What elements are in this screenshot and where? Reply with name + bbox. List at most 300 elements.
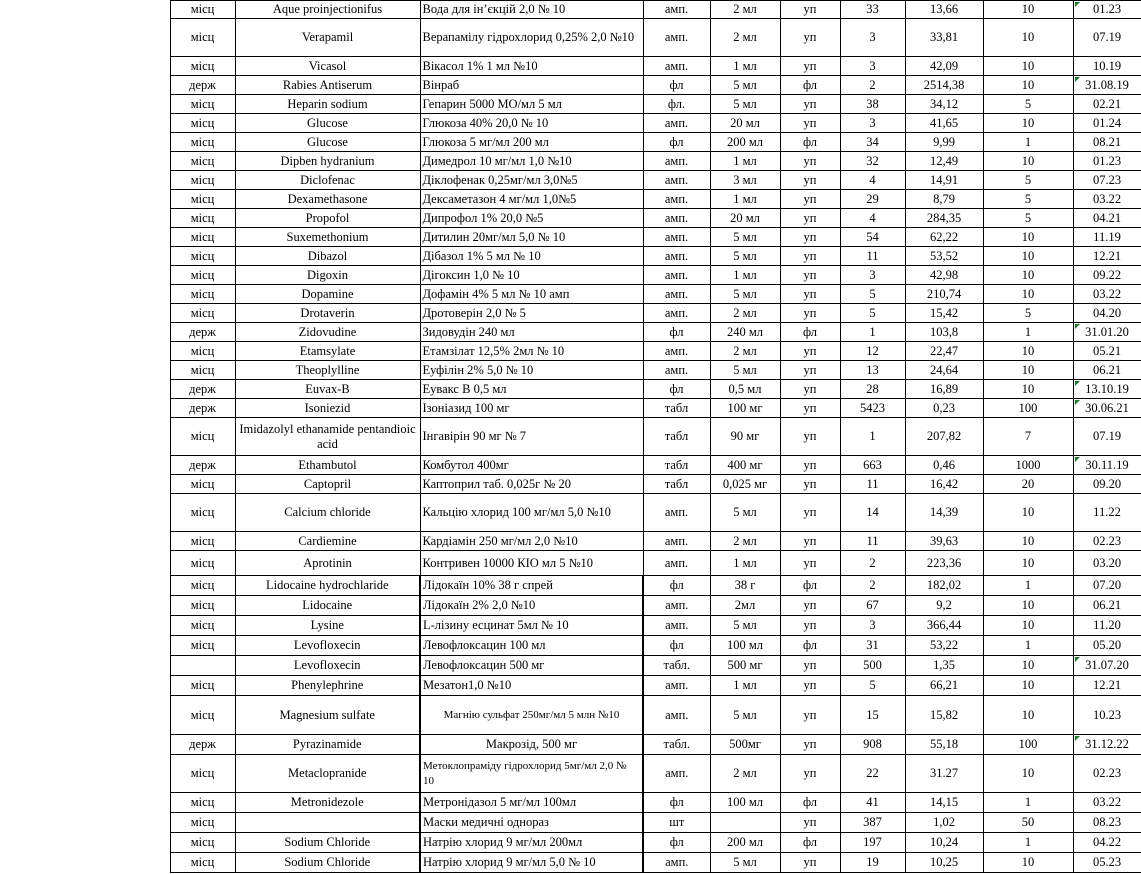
row-margin-cell bbox=[0, 285, 170, 304]
cell-unit bbox=[780, 57, 840, 76]
cell-inn-name-text: Dipben hydranium bbox=[280, 153, 375, 168]
cell-quantity bbox=[840, 833, 905, 853]
cell-trade-name bbox=[420, 735, 643, 755]
table-row bbox=[0, 616, 1141, 636]
cell-form-text: амп. bbox=[664, 58, 689, 73]
cell-pack-count bbox=[983, 209, 1073, 228]
cell-trade-name-text: Маски медичні однораз bbox=[423, 815, 549, 829]
cell-expiry bbox=[1073, 95, 1141, 114]
cell-unit-text: уп bbox=[803, 658, 817, 672]
cell-quantity-text: 5 bbox=[869, 678, 876, 692]
cell-pack-count bbox=[983, 576, 1073, 596]
cell-expiry bbox=[1073, 475, 1141, 494]
cell-expiry-text: 07.23 bbox=[1092, 172, 1122, 187]
cell-quantity bbox=[840, 735, 905, 755]
cell-unit-text: фл bbox=[802, 835, 818, 849]
cell-type-text: держ bbox=[189, 400, 216, 415]
cell-unit bbox=[780, 494, 840, 532]
cell-trade-name-text: Глюкоза 40% 20,0 № 10 bbox=[422, 115, 549, 130]
cell-quantity bbox=[840, 1, 905, 19]
cell-price bbox=[905, 209, 983, 228]
cell-quantity-text: 3 bbox=[869, 115, 876, 130]
cell-expiry bbox=[1073, 57, 1141, 76]
cell-unit bbox=[780, 133, 840, 152]
table-row bbox=[0, 793, 1141, 813]
cell-expiry-text: 02.21 bbox=[1092, 96, 1122, 111]
cell-inn-name bbox=[235, 57, 420, 76]
cell-form-text: фл bbox=[669, 638, 684, 652]
cell-inn-name bbox=[235, 596, 420, 616]
cell-dose bbox=[710, 171, 780, 190]
cell-price-text: 62,22 bbox=[929, 229, 959, 244]
cell-unit bbox=[780, 696, 840, 735]
cell-inn-name-text: Isoniezid bbox=[304, 400, 351, 415]
cell-type-text: держ bbox=[189, 324, 216, 339]
cell-inn-name bbox=[235, 656, 420, 676]
cell-form-text: амп. bbox=[664, 533, 689, 548]
row-margin-cell bbox=[0, 596, 170, 616]
cell-trade-name-text: Каптоприл таб. 0,025г № 20 bbox=[422, 476, 571, 491]
cell-expiry bbox=[1073, 576, 1141, 596]
cell-pack-count-text: 10 bbox=[1021, 30, 1035, 44]
row-margin-cell bbox=[0, 152, 170, 171]
cell-unit bbox=[780, 755, 840, 793]
table-row bbox=[0, 551, 1141, 576]
cell-price-text: 24,64 bbox=[929, 362, 959, 377]
cell-price-text: 33,81 bbox=[929, 30, 959, 44]
cell-dose-text: 500мг bbox=[729, 737, 761, 751]
cell-expiry bbox=[1073, 551, 1141, 576]
row-margin-cell bbox=[0, 361, 170, 380]
cell-type-text: місц bbox=[190, 638, 215, 652]
cell-pack-count-text: 1000 bbox=[1015, 457, 1041, 472]
cell-expiry-text: 03.22 bbox=[1092, 795, 1122, 809]
cell-dose bbox=[710, 114, 780, 133]
cell-pack-count bbox=[983, 323, 1073, 342]
table-row bbox=[0, 380, 1141, 399]
cell-type-text: місц bbox=[190, 835, 215, 849]
cell-type bbox=[170, 636, 235, 656]
cell-dose-text: 2 мл bbox=[733, 2, 757, 16]
cell-trade-name bbox=[420, 676, 643, 696]
cell-unit bbox=[780, 853, 840, 873]
cell-quantity bbox=[840, 95, 905, 114]
cell-form-text: табл bbox=[664, 476, 689, 491]
cell-type-text: місц bbox=[190, 598, 215, 612]
cell-expiry bbox=[1073, 676, 1141, 696]
cell-inn-name-text: Aprotinin bbox=[303, 555, 352, 570]
cell-dose-text: 2 мл bbox=[733, 30, 757, 44]
cell-inn-name-text: Captopril bbox=[303, 476, 352, 491]
cell-inn-name-text: Suxemethonium bbox=[286, 229, 369, 244]
cell-pack-count-text: 100 bbox=[1018, 737, 1038, 751]
cell-expiry bbox=[1073, 171, 1141, 190]
table-row bbox=[0, 853, 1141, 873]
table-row bbox=[0, 285, 1141, 304]
cell-quantity bbox=[840, 656, 905, 676]
cell-inn-name bbox=[235, 380, 420, 399]
cell-quantity bbox=[840, 228, 905, 247]
cell-inn-name bbox=[235, 399, 420, 418]
cell-pack-count-text: 10 bbox=[1021, 343, 1035, 358]
cell-price-text: 15,42 bbox=[929, 305, 959, 320]
table-row bbox=[0, 475, 1141, 494]
cell-trade-name bbox=[420, 532, 643, 551]
cell-type-text: місц bbox=[190, 476, 215, 491]
table-row bbox=[0, 399, 1141, 418]
cell-quantity-text: 3 bbox=[869, 58, 876, 73]
cell-form bbox=[643, 696, 710, 735]
cell-inn-name-text: Calcium chloride bbox=[284, 505, 371, 519]
cell-form bbox=[643, 76, 710, 95]
cell-pack-count bbox=[983, 696, 1073, 735]
cell-pack-count bbox=[983, 475, 1073, 494]
cell-price-text: 53,52 bbox=[929, 248, 959, 263]
cell-unit-text: уп bbox=[803, 30, 817, 44]
cell-quantity bbox=[840, 266, 905, 285]
cell-inn-name bbox=[235, 95, 420, 114]
cell-trade-name bbox=[420, 19, 643, 57]
table-row bbox=[0, 1, 1141, 19]
cell-dose-text: 5 мл bbox=[733, 248, 757, 263]
cell-price-text: 39,63 bbox=[929, 533, 959, 548]
row-margin-cell bbox=[0, 114, 170, 133]
row-margin-cell bbox=[0, 399, 170, 418]
cell-type-text: місц bbox=[190, 855, 215, 869]
cell-unit bbox=[780, 76, 840, 95]
cell-expiry bbox=[1073, 596, 1141, 616]
table-row bbox=[0, 596, 1141, 616]
cell-inn-name bbox=[235, 576, 420, 596]
cell-type-text: місц bbox=[190, 429, 215, 443]
cell-inn-name-text: Sodium Chloride bbox=[284, 835, 371, 849]
cell-pack-count-text: 10 bbox=[1021, 58, 1035, 73]
cell-quantity bbox=[840, 636, 905, 656]
cell-form-text: табл. bbox=[663, 658, 691, 672]
cell-unit bbox=[780, 380, 840, 399]
cell-expiry-text: 05.23 bbox=[1092, 855, 1122, 869]
cell-expiry bbox=[1073, 304, 1141, 323]
cell-trade-name bbox=[420, 57, 643, 76]
cell-trade-name-text: Левофлоксацин 100 мл bbox=[423, 638, 546, 652]
cell-expiry-text: 09.20 bbox=[1092, 476, 1122, 491]
cell-pack-count bbox=[983, 735, 1073, 755]
cell-unit bbox=[780, 266, 840, 285]
cell-pack-count-text: 7 bbox=[1024, 429, 1032, 443]
cell-form bbox=[643, 475, 710, 494]
cell-unit bbox=[780, 323, 840, 342]
cell-inn-name bbox=[235, 456, 420, 475]
cell-inn-name bbox=[235, 76, 420, 95]
cell-quantity bbox=[840, 323, 905, 342]
cell-trade-name bbox=[420, 755, 643, 793]
cell-unit bbox=[780, 833, 840, 853]
cell-quantity-text: 663 bbox=[863, 457, 882, 472]
cell-price bbox=[905, 304, 983, 323]
cell-form-text: амп. bbox=[664, 362, 689, 377]
cell-type-text: місц bbox=[190, 96, 215, 111]
cell-trade-name-text: Еуфілін 2% 5,0 № 10 bbox=[422, 362, 534, 377]
cell-quantity bbox=[840, 456, 905, 475]
table-row bbox=[0, 696, 1141, 735]
cell-price-text: 9,2 bbox=[936, 598, 952, 612]
cell-price bbox=[905, 380, 983, 399]
cell-dose bbox=[710, 676, 780, 696]
cell-expiry bbox=[1073, 636, 1141, 656]
cell-form bbox=[643, 1, 710, 19]
cell-form bbox=[643, 576, 710, 596]
cell-expiry-text: 30.06.21 bbox=[1085, 400, 1129, 415]
cell-unit-text: уп bbox=[803, 815, 817, 829]
cell-inn-name bbox=[235, 171, 420, 190]
cell-form bbox=[643, 285, 710, 304]
cell-form-text: амп. bbox=[664, 153, 689, 168]
cell-quantity-text: 1 bbox=[869, 429, 876, 443]
cell-price bbox=[905, 95, 983, 114]
table-row bbox=[0, 76, 1141, 95]
cell-price-text: 0,46 bbox=[933, 457, 955, 472]
cell-price-text: 9,99 bbox=[933, 134, 955, 149]
cell-trade-name bbox=[420, 853, 643, 873]
cell-inn-name-text: Aque proinjectionifus bbox=[272, 2, 383, 16]
cell-unit-text: уп bbox=[803, 153, 817, 168]
cell-unit bbox=[780, 114, 840, 133]
cell-quantity bbox=[840, 676, 905, 696]
table-row bbox=[0, 304, 1141, 323]
table-row bbox=[0, 266, 1141, 285]
cell-form-text: фл bbox=[669, 578, 684, 592]
cell-pack-count-text: 5 bbox=[1024, 172, 1032, 187]
cell-trade-name-text: Левофлоксацин 500 мг bbox=[423, 658, 545, 672]
cell-dose bbox=[710, 361, 780, 380]
cell-dose-text: 20 мл bbox=[730, 115, 760, 130]
cell-dose bbox=[710, 228, 780, 247]
cell-expiry bbox=[1073, 114, 1141, 133]
cell-type-text: місц bbox=[190, 343, 215, 358]
cell-pack-count-text: 10 bbox=[1021, 381, 1035, 396]
cell-pack-count bbox=[983, 380, 1073, 399]
cell-form bbox=[643, 676, 710, 696]
cell-form bbox=[643, 636, 710, 656]
cell-pack-count-text: 5 bbox=[1024, 210, 1032, 225]
cell-trade-name bbox=[420, 247, 643, 266]
cell-trade-name-text: Діклофенак 0,25мг/мл 3,0№5 bbox=[422, 172, 578, 187]
cell-form-text: амп. bbox=[664, 343, 689, 358]
cell-quantity bbox=[840, 755, 905, 793]
row-margin-cell bbox=[0, 133, 170, 152]
cell-trade-name-text: Дитилин 20мг/мл 5,0 № 10 bbox=[422, 229, 566, 244]
cell-quantity-text: 2 bbox=[869, 578, 876, 592]
cell-dose bbox=[710, 833, 780, 853]
cell-quantity-text: 29 bbox=[866, 191, 879, 206]
cell-inn-name-text: Dexamethasone bbox=[287, 191, 368, 206]
cell-trade-name bbox=[420, 380, 643, 399]
cell-pack-count bbox=[983, 95, 1073, 114]
cell-flag-marker bbox=[1075, 381, 1080, 386]
cell-quantity bbox=[840, 133, 905, 152]
cell-price-text: 31.27 bbox=[929, 766, 959, 780]
cell-form-text: амп. bbox=[664, 267, 689, 282]
cell-dose-text: 1 мл bbox=[733, 153, 757, 168]
cell-type-text: місц bbox=[190, 115, 215, 130]
cell-expiry bbox=[1073, 228, 1141, 247]
cell-quantity bbox=[840, 380, 905, 399]
cell-inn-name-text: Lidocaine hydrochlaride bbox=[265, 578, 389, 592]
cell-price-text: 42,98 bbox=[929, 267, 959, 282]
table-row bbox=[0, 152, 1141, 171]
cell-trade-name-text: Етамзілат 12,5% 2мл № 10 bbox=[422, 343, 565, 358]
cell-pack-count bbox=[983, 399, 1073, 418]
cell-unit bbox=[780, 209, 840, 228]
cell-type bbox=[170, 228, 235, 247]
cell-quantity bbox=[840, 418, 905, 456]
cell-dose bbox=[710, 532, 780, 551]
cell-type bbox=[170, 735, 235, 755]
cell-unit bbox=[780, 95, 840, 114]
cell-pack-count bbox=[983, 57, 1073, 76]
cell-form bbox=[643, 616, 710, 636]
cell-unit bbox=[780, 793, 840, 813]
cell-type bbox=[170, 95, 235, 114]
cell-trade-name-text: Дофамін 4% 5 мл № 10 амп bbox=[422, 286, 570, 301]
cell-quantity bbox=[840, 551, 905, 576]
cell-type bbox=[170, 494, 235, 532]
row-margin-cell bbox=[0, 656, 170, 676]
cell-inn-name-text: Digoxin bbox=[307, 267, 348, 282]
row-margin-cell bbox=[0, 833, 170, 853]
cell-quantity-text: 4 bbox=[869, 172, 876, 187]
cell-dose bbox=[710, 266, 780, 285]
cell-type bbox=[170, 361, 235, 380]
cell-type-text: місц bbox=[190, 707, 215, 722]
cell-expiry-text: 11.20 bbox=[1093, 618, 1121, 632]
row-margin-cell bbox=[0, 342, 170, 361]
cell-type-text: місц bbox=[190, 229, 215, 244]
cell-trade-name bbox=[420, 209, 643, 228]
cell-form bbox=[643, 399, 710, 418]
cell-trade-name bbox=[420, 494, 643, 532]
cell-expiry bbox=[1073, 323, 1141, 342]
cell-pack-count bbox=[983, 853, 1073, 873]
cell-form bbox=[643, 190, 710, 209]
cell-price-text: 13,66 bbox=[929, 2, 959, 16]
cell-unit-text: уп bbox=[803, 555, 817, 570]
cell-expiry-text: 10.19 bbox=[1092, 58, 1122, 73]
cell-form bbox=[643, 57, 710, 76]
cell-flag-marker bbox=[1075, 400, 1080, 405]
cell-inn-name bbox=[235, 152, 420, 171]
cell-dose-text: 20 мл bbox=[730, 210, 760, 225]
cell-type bbox=[170, 833, 235, 853]
cell-quantity-text: 19 bbox=[866, 855, 879, 869]
cell-unit-text: уп bbox=[803, 400, 817, 415]
cell-form-text: амп. bbox=[664, 115, 689, 130]
row-margin-cell bbox=[0, 209, 170, 228]
cell-dose bbox=[710, 19, 780, 57]
cell-expiry-text: 07.19 bbox=[1092, 30, 1122, 44]
cell-dose bbox=[710, 418, 780, 456]
cell-form bbox=[643, 755, 710, 793]
cell-trade-name bbox=[420, 636, 643, 656]
cell-inn-name bbox=[235, 676, 420, 696]
cell-inn-name-text: Etamsylate bbox=[299, 343, 356, 358]
cell-trade-name-text: Лідокаїн 2% 2,0 №10 bbox=[423, 598, 536, 612]
cell-inn-name bbox=[235, 228, 420, 247]
cell-quantity bbox=[840, 793, 905, 813]
cell-inn-name-text: Sodium Chloride bbox=[284, 855, 371, 869]
cell-type-text: місц bbox=[190, 286, 215, 301]
cell-type bbox=[170, 755, 235, 793]
cell-price-text: 0,23 bbox=[933, 400, 955, 415]
cell-dose-text: 1 мл bbox=[733, 191, 757, 206]
cell-quantity-text: 3 bbox=[869, 618, 876, 632]
cell-trade-name bbox=[420, 114, 643, 133]
cell-dose bbox=[710, 1, 780, 19]
cell-pack-count bbox=[983, 228, 1073, 247]
cell-price bbox=[905, 361, 983, 380]
cell-trade-name bbox=[420, 190, 643, 209]
cell-trade-name-text: Вінраб bbox=[422, 77, 460, 92]
table-row bbox=[0, 95, 1141, 114]
cell-type bbox=[170, 19, 235, 57]
cell-trade-name-text: Дігоксин 1,0 № 10 bbox=[422, 267, 520, 282]
table-row bbox=[0, 361, 1141, 380]
cell-unit-text: фл bbox=[802, 578, 818, 592]
cell-type-text: місц bbox=[190, 248, 215, 263]
cell-inn-name-text: Heparin sodium bbox=[287, 96, 368, 111]
cell-inn-name-text: Cardiemine bbox=[298, 533, 357, 548]
cell-trade-name bbox=[420, 833, 643, 853]
cell-dose-text: 100 мл bbox=[726, 638, 764, 652]
cell-expiry bbox=[1073, 380, 1141, 399]
cell-flag-marker bbox=[1075, 657, 1080, 662]
cell-quantity-text: 11 bbox=[866, 476, 879, 491]
cell-dose-text: 0,025 мг bbox=[722, 476, 768, 491]
cell-form bbox=[643, 596, 710, 616]
cell-trade-name bbox=[420, 171, 643, 190]
cell-trade-name-text: Еувакс В 0,5 мл bbox=[422, 381, 507, 396]
table-row bbox=[0, 19, 1141, 57]
row-margin-cell bbox=[0, 636, 170, 656]
cell-type-text: місц bbox=[190, 153, 215, 168]
row-margin-cell bbox=[0, 247, 170, 266]
table-row bbox=[0, 735, 1141, 755]
cell-form bbox=[643, 551, 710, 576]
cell-type bbox=[170, 266, 235, 285]
cell-inn-name bbox=[235, 1, 420, 19]
cell-inn-name bbox=[235, 793, 420, 813]
cell-type bbox=[170, 76, 235, 95]
cell-trade-name bbox=[420, 323, 643, 342]
cell-inn-name bbox=[235, 266, 420, 285]
cell-form bbox=[643, 793, 710, 813]
cell-pack-count bbox=[983, 494, 1073, 532]
cell-inn-name bbox=[235, 342, 420, 361]
cell-pack-count-text: 50 bbox=[1021, 815, 1035, 829]
row-margin-cell bbox=[0, 755, 170, 793]
cell-inn-name-text: Propofol bbox=[305, 210, 350, 225]
cell-unit bbox=[780, 735, 840, 755]
cell-inn-name bbox=[235, 833, 420, 853]
cell-expiry bbox=[1073, 853, 1141, 873]
cell-trade-name-text: Зидовудін 240 мл bbox=[422, 324, 515, 339]
cell-quantity-text: 2 bbox=[869, 555, 876, 570]
cell-pack-count bbox=[983, 813, 1073, 833]
cell-expiry-text: 30.11.19 bbox=[1085, 457, 1129, 472]
cell-pack-count bbox=[983, 532, 1073, 551]
cell-type-text: місц bbox=[190, 30, 215, 44]
cell-pack-count-text: 10 bbox=[1021, 248, 1035, 263]
